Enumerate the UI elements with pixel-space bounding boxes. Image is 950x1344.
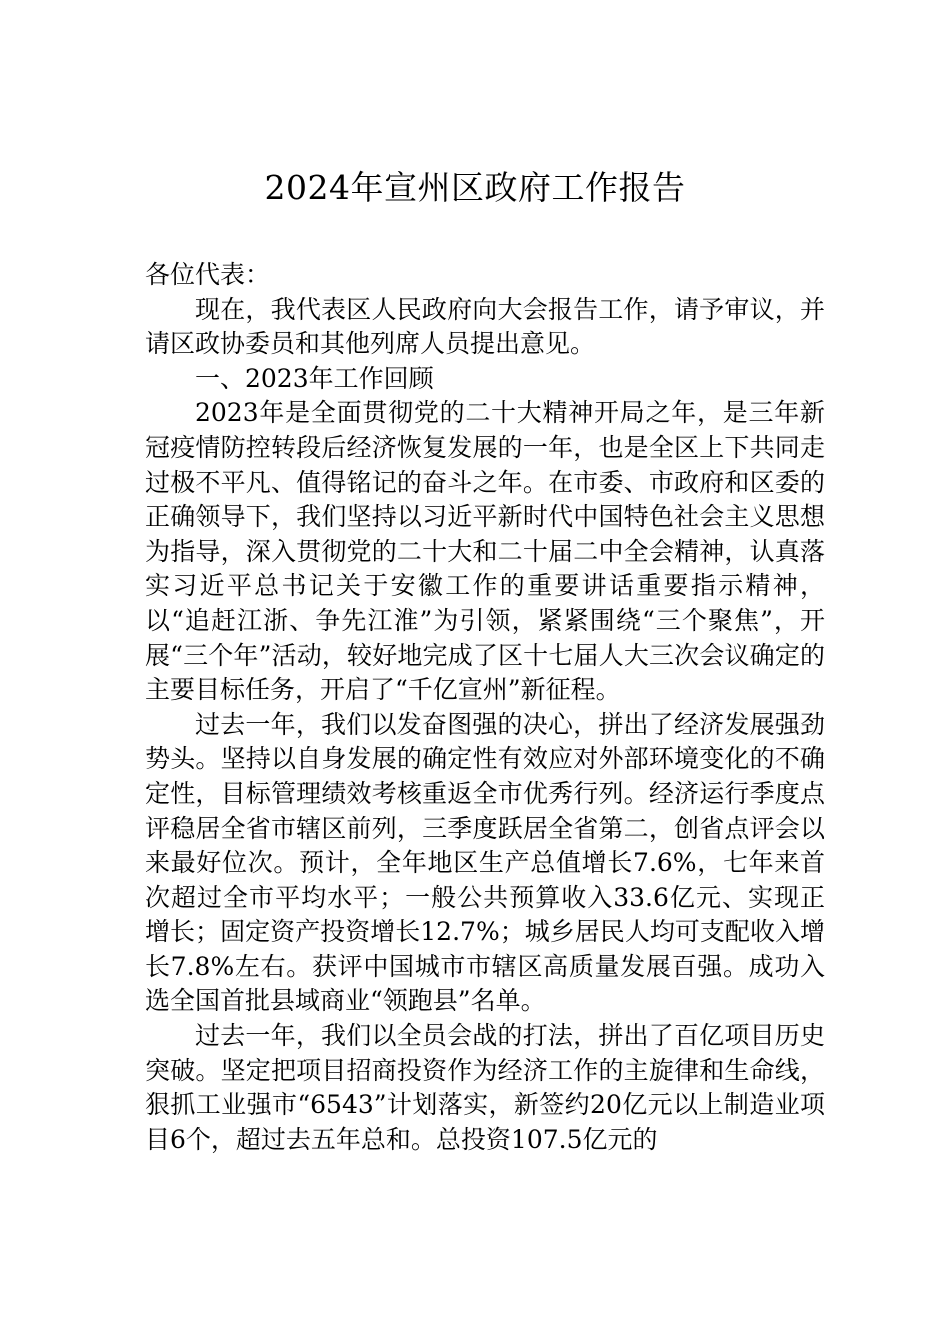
paragraph-intro: 现在，我代表区人民政府向大会报告工作，请予审议，并请区政协委员和其他列席人员提出意见。 bbox=[145, 294, 825, 359]
document-body bbox=[145, 258, 825, 1157]
paragraph-overview: 2023年是全面贯彻党的二十大精神开局之年，是三年新冠疫情防控转段后经济恢复发展的一年，也是全区上下共同走过极不平凡、值得铭记的奋斗之年。在市委、市政府和区委的正确领导下，我们坚持以习近平新时代中国特色社会主义思想为指导，深入贯彻党的二十大和二十届二中全会精神，认真落实习近平总书记关于安徽工作的重要讲话重要指示精神，以“追赶江浙、争先江淮”为引领，紧紧围绕“三个聚焦”，开展“三个年”活动，较好地完成了区十七届人大三次会议确定的主要目标任务，开启了“千亿宣州”新征程。 bbox=[145, 398, 825, 705]
salutation: 各位代表： bbox=[145, 260, 271, 289]
document-title: 2024年宣州区政府工作报告 bbox=[264, 168, 686, 207]
paragraph-economy: 过去一年，我们以发奋图强的决心，拼出了经济发展强劲势头。坚持以自身发展的确定性有效应对外部环境变化的不确定性，目标管理绩效考核重返全市优秀行列。经济运行季度点评稳居全省市辖区前列，三季度跃居全省第二，创省点评会以来最好位次。预计，全年地区生产总值增长7.6%，七年来首次超过全市平均水平；一般公共预算收入33.6亿元、实现正增长；固定资产投资增长12.7%；城乡居民人均可支配收入增长7.8%左右。获评中国城市市辖区高质量发展百强。成功入选全国首批县域商业“领跑县”名单。 bbox=[145, 709, 825, 1016]
section-heading: 一、2023年工作回顾 bbox=[195, 363, 434, 393]
paragraph-projects: 过去一年，我们以全员会战的打法，拼出了百亿项目历史突破。坚定把项目招商投资作为经济工作的主旋律和生命线，狠抓工业强市“6543”计划落实，新签约20亿元以上制造业项目6个，超过去五年总和。总投资107.5亿元的 bbox=[145, 1021, 825, 1154]
